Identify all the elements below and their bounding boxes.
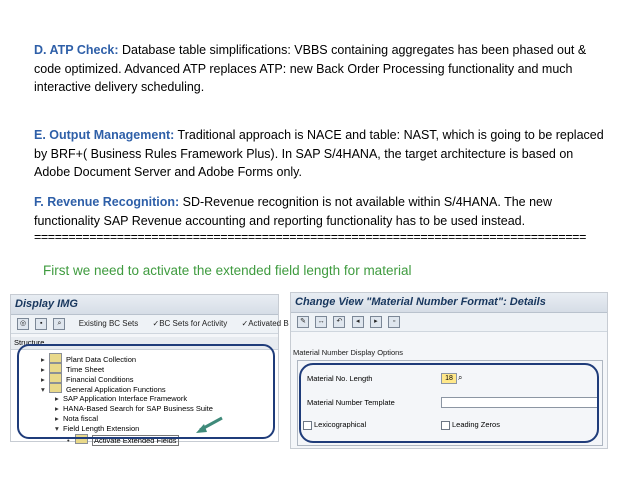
toggle-icon[interactable]: ↔	[315, 316, 327, 328]
expand-arrow-icon[interactable]: ▸	[41, 375, 45, 384]
tree-node-label: Activate Extended Fields	[94, 436, 177, 445]
tree-node-label: Nota fiscal	[63, 414, 99, 423]
collapse-arrow-icon[interactable]: ▾	[41, 385, 45, 394]
material-template-label: Material Number Template	[307, 398, 395, 407]
highlight-circle	[299, 363, 599, 443]
pointer-arrow-icon	[194, 415, 224, 437]
highlight-circle	[17, 344, 275, 439]
tree-node-label: Plant Data Collection	[66, 355, 137, 364]
expand-arrow-icon[interactable]: ▸	[41, 365, 45, 374]
section-heading: E. Output Management:	[34, 128, 175, 142]
tree-node-label: Time Sheet	[66, 365, 105, 374]
tree-node-label: Field Length Extension	[63, 424, 140, 433]
edit-icon[interactable]: ✎	[297, 316, 309, 328]
glasses-icon[interactable]: ◎	[17, 318, 29, 330]
tree-node-label: General Application Functions	[66, 385, 166, 394]
existing-bc-sets-button[interactable]: Existing BC Sets	[78, 319, 139, 328]
search-help-icon[interactable]: ⌕	[458, 373, 463, 382]
tree-node-label: HANA-Based Search for SAP Business Suite	[63, 404, 213, 413]
intro-text: First we need to activate the extended field length for material	[43, 263, 412, 278]
section-revenue-recognition	[34, 193, 609, 230]
section-atp-check	[34, 41, 609, 97]
display-options-header: Material Number Display Options	[293, 348, 404, 357]
expand-arrow-icon[interactable]: ▸	[55, 404, 59, 413]
change-view-screenshot	[290, 292, 608, 449]
copy-icon[interactable]: ▫	[388, 316, 400, 328]
lexicographical-label: Lexicographical	[314, 420, 367, 429]
section-text: SD-Revenue recognition is not available within S/4HANA. The new functionality SAP Revenue accounting and reporting functionality has to be used instead.	[34, 195, 553, 228]
display-img-screenshot	[10, 294, 289, 445]
undo-icon[interactable]: ↶	[333, 316, 345, 328]
bc-sets-activity-button[interactable]: ✓BC Sets for Activity	[152, 319, 228, 328]
bc-sets-activity-label: BC Sets for Activity	[159, 319, 228, 328]
save-icon[interactable]: ▪	[35, 318, 47, 330]
leading-zeros-label: Leading Zeros	[452, 420, 500, 429]
display-img-title: Display IMG	[11, 295, 278, 315]
change-view-toolbar	[291, 313, 607, 332]
change-view-title: Change View "Material Number Format": Details	[291, 293, 607, 313]
section-heading: F. Revenue Recognition:	[34, 195, 180, 209]
section-heading: D. ATP Check:	[34, 43, 119, 57]
bullet-icon: •	[67, 436, 70, 445]
material-length-label: Material No. Length	[307, 374, 373, 383]
collapse-arrow-icon[interactable]: ▾	[55, 424, 59, 433]
img-structure-tree	[11, 337, 278, 445]
prev-icon[interactable]: ◂	[352, 316, 364, 328]
expand-arrow-icon[interactable]: ▸	[41, 355, 45, 364]
tree-node-label: Financial Conditions	[66, 375, 134, 384]
expand-arrow-icon[interactable]: ▸	[55, 394, 59, 403]
separator-line: ================================================================================	[34, 230, 586, 244]
structure-header: Structure	[11, 337, 278, 350]
find-icon[interactable]: ⌕	[53, 318, 65, 330]
display-img-toolbar	[11, 315, 289, 334]
section-text: Database table simplifications: VBBS containing aggregates has been phased out & code optimized. Advanced ATP replaces ATP: new Back Order Processing functionality and much interactive delivery scheduling.	[34, 43, 587, 94]
tree-node-label: SAP Application Interface Framework	[63, 394, 188, 403]
activated-bc-sets-label: Activated B	[248, 319, 289, 328]
section-output-management	[34, 126, 609, 182]
next-icon[interactable]: ▸	[370, 316, 382, 328]
expand-arrow-icon[interactable]: ▸	[55, 414, 59, 423]
section-text: Traditional approach is NACE and table: NAST, which is going to be replaced by BRF+( Business Rules Framework Plus). In SAP S/4HANA, the target architecture is based on Adobe Document Server and Adobe Forms only.	[34, 128, 604, 179]
activated-bc-sets-button[interactable]: ✓Activated B	[241, 319, 289, 328]
material-length-input[interactable]: 18	[441, 373, 457, 384]
